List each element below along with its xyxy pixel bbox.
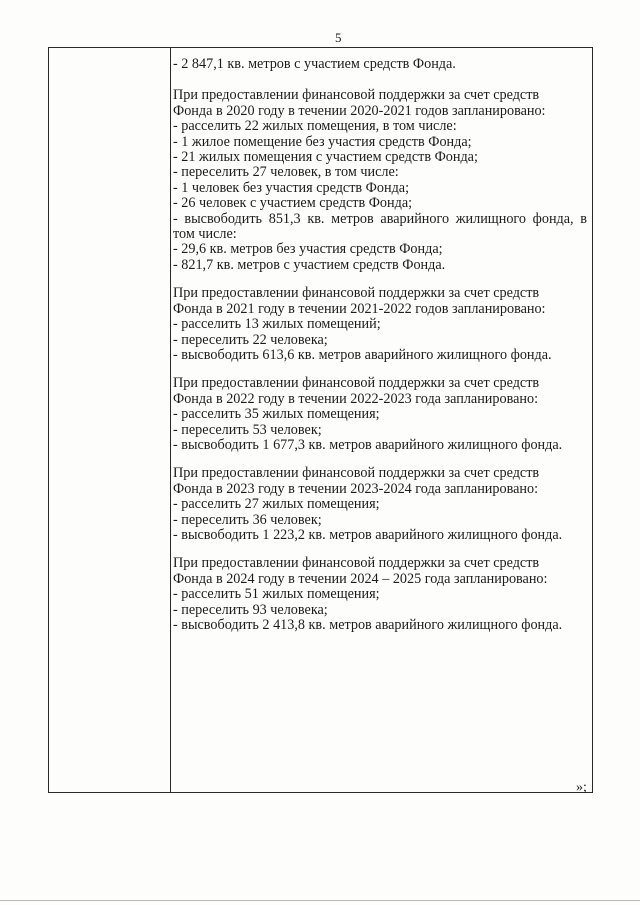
section-intro-line: Фонда в 2024 году в течении 2024 – 2025 года запланировано: — [173, 570, 548, 587]
section-2022 — [173, 376, 587, 453]
section-item: - высвободить 1 677,3 кв. метров аварийного жилищного фонда. — [173, 436, 563, 453]
section-item: - 29,6 кв. метров без участия средств Фонда; — [173, 241, 443, 258]
section-item: - переселить 93 человека; — [173, 601, 328, 618]
section-item: - переселить 53 человек; — [173, 421, 322, 438]
section-item: - высвободить 1 223,2 кв. метров аварийного жилищного фонда. — [173, 526, 563, 543]
section-item: - 21 жилых помещения с участием средств Фонда; — [173, 149, 478, 166]
section-item: - 821,7 кв. метров с участием средств Фонда. — [173, 256, 446, 273]
continuation-block — [173, 57, 587, 72]
right-cell-content — [173, 57, 587, 646]
section-2024 — [173, 556, 587, 633]
section-item: - 26 человек с участием средств Фонда; — [173, 195, 413, 212]
page-number: 5 — [335, 30, 342, 45]
section-intro-line: При предоставлении финансовой поддержки за счет средств — [173, 87, 540, 104]
section-2020 — [173, 88, 587, 273]
section-2023 — [173, 466, 587, 543]
section-intro-line: При предоставлении финансовой поддержки за счет средств — [173, 375, 540, 392]
section-item: - высвободить 851,3 кв. метров аварийного жилищного фонда, в том числе: — [173, 210, 587, 243]
section-intro-line: Фонда в 2020 году в течении 2020-2021 годов запланировано: — [173, 102, 546, 119]
section-intro-line: Фонда в 2023 году в течении 2023-2024 года запланировано: — [173, 480, 539, 497]
page-bottom-edge — [0, 900, 640, 901]
section-item: - высвободить 2 413,8 кв. метров аварийного жилищного фонда. — [173, 617, 563, 633]
left-cell-empty — [49, 48, 170, 792]
section-item: - расселить 27 жилых помещения; — [173, 496, 380, 513]
section-item: - расселить 13 жилых помещений; — [173, 316, 381, 333]
section-intro-line: При предоставлении финансовой поддержки за счет средств — [173, 285, 540, 302]
section-intro-line: Фонда в 2022 году в течении 2022-2023 года запланировано: — [173, 390, 539, 407]
section-item: - расселить 22 жилых помещения, в том числе: — [173, 118, 457, 135]
closing-quote: »; — [576, 780, 587, 795]
section-item: - переселить 36 человек; — [173, 511, 322, 528]
section-item: - переселить 27 человек, в том числе: — [173, 164, 399, 181]
section-item: - расселить 35 жилых помещения; — [173, 406, 380, 423]
first-line: - 2 847,1 кв. метров с участием средств Фонда. — [173, 56, 456, 72]
section-2021 — [173, 286, 587, 363]
section-item: - высвободить 613,6 кв. метров аварийного жилищного фонда. — [173, 346, 552, 363]
section-item: - переселить 22 человека; — [173, 331, 328, 348]
section-intro-line: При предоставлении финансовой поддержки за счет средств — [173, 465, 540, 482]
section-item: - 1 человек без участия средств Фонда; — [173, 179, 410, 196]
section-intro-line: При предоставлении финансовой поддержки за счет средств — [173, 555, 540, 572]
section-intro-line: Фонда в 2021 году в течении 2021-2022 годов запланировано: — [173, 300, 546, 317]
column-divider — [170, 48, 171, 792]
section-item: - расселить 51 жилых помещения; — [173, 586, 380, 603]
section-item: - 1 жилое помещение без участия средств Фонда; — [173, 133, 472, 150]
